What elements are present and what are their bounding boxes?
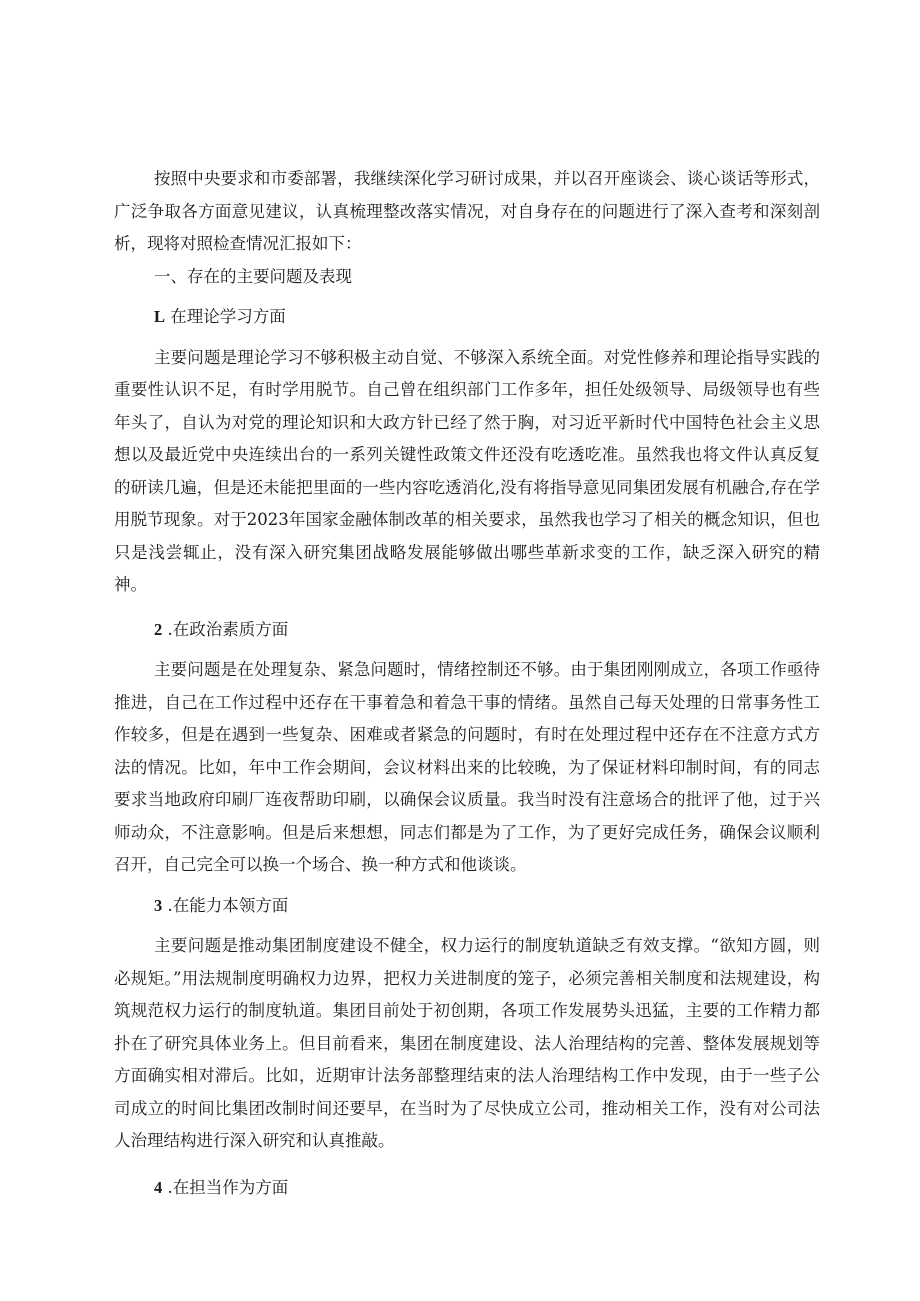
item-number-3: 3 xyxy=(154,895,163,915)
section-heading: 一、存在的主要问题及表现 xyxy=(154,266,352,286)
item-number-4: 4 xyxy=(154,1177,163,1197)
item-number-2: 2 xyxy=(154,619,163,639)
intro-paragraph: 按照中央要求和市委部署，我继续深化学习研讨成果，并以召开座谈会、谈心谈话等形式，广泛争取各方面意见建议，认真梳理整改落实情况，对自身存在的问题进行了深入查考和深刻剖析，现将对照检查情况汇报如下： xyxy=(114,169,820,253)
item-title-1: 在理论学习方面 xyxy=(170,307,286,326)
document-page xyxy=(114,163,820,1204)
item-title-3: .在能力本领方面 xyxy=(167,895,289,915)
item-heading-4 xyxy=(114,1172,820,1205)
item-body-3: 主要问题是推动集团制度建设不健全，权力运行的制度轨道缺乏有效支撑。“欲知方圆，则必规矩。”用法规制度明确权力边界，把权力关进制度的笼子，必须完善相关制度和法规建设，构筑规范权力运行的制度轨道。集团目前处于初创期，各项工作发展势头迅猛，主要的工作精力都扑在了研究具体业务上。但目前看来，集团在制度建设、法人治理结构的完善、整体发展规划等方面确实相对滞后。比如，近期审计法务部整理结束的法人治理结构工作中发现，由于一些子公司成立的时间比集团改制时间还要早，在当时为了尽快成立公司，推动相关工作，没有对公司法人治理结构进行深入研究和认真推敲。 xyxy=(114,936,820,1150)
item-body-2: 主要问题是在处理复杂、紧急问题时，情绪控制还不够。由于集团刚刚成立，各项工作亟待推进，自己在工作过程中还存在干事着急和着急干事的情绪。虽然自己每天处理的日常事务性工作较多，但是在遇到一些复杂、困难或者紧急的问题时，有时在处理过程中还存在不注意方式方法的情况。比如，年中工作会期间，会议材料出来的比较晚，为了保证材料印制时间，有的同志要求当地政府印刷厂连夜帮助印刷，以确保会议质量。我当时没有注意场合的批评了他，过于兴师动众，不注意影响。但是后来想想，同志们都是为了工作，为了更好完成任务，确保会议顺利召开，自己完全可以换一个场合、换一种方式和他谈谈。 xyxy=(114,660,820,874)
item-title-2: .在政治素质方面 xyxy=(167,619,289,639)
item-number-1: L xyxy=(154,307,166,326)
item-heading-3 xyxy=(114,890,820,923)
item-heading-1 xyxy=(114,301,820,334)
item-body-1: 主要问题是理论学习不够积极主动自觉、不够深入系统全面。对党性修养和理论指导实践的重要性认识不足，有时学用脱节。自己曾在组织部门工作多年，担任处级领导、局级领导也有些年头了，自认为对党的理论知识和大政方针已经了然于胸，对习近平新时代中国特色社会主义思想以及最近党中央连续出台的一系列关键性政策文件还没有吃透吃准。虽然我也将文件认真反复的研读几遍，但是还未能把里面的一些内容吃透消化,没有将指导意见同集团发展有机融合,存在学用脱节现象。对于2023年国家金融体制改革的相关要求，虽然我也学习了相关的概念知识，但也只是浅尝辄止，没有深入研究集团战略发展能够做出哪些革新求变的工作，缺乏深入研究的精神。 xyxy=(114,347,820,594)
item-title-4: .在担当作为方面 xyxy=(167,1177,289,1197)
item-heading-2 xyxy=(114,614,820,647)
